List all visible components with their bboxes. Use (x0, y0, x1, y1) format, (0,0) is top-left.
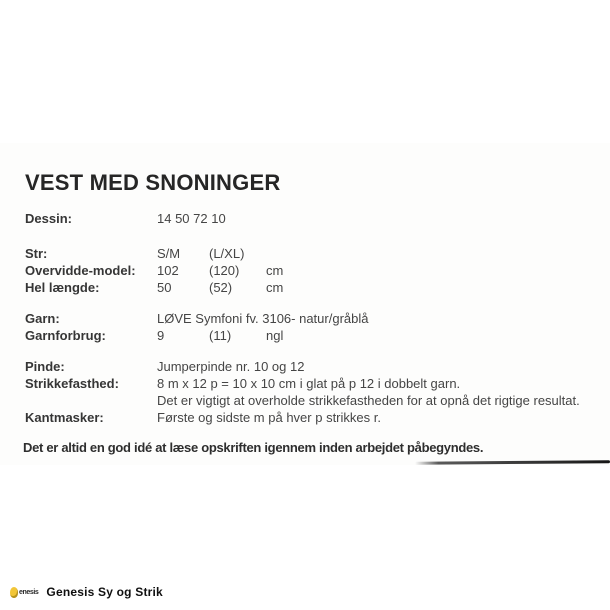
spec-unit: cm (266, 263, 284, 278)
spec-value: 102 (157, 263, 179, 278)
footer (10, 585, 163, 599)
spec-row-strikkefasthed (25, 376, 602, 392)
spec-value: (52) (209, 280, 233, 295)
spec-row-hel-laengde (25, 280, 602, 296)
spec-value: (11) (209, 328, 232, 343)
spec-row-strikkefasthed-note (25, 393, 602, 409)
spec-label: Overvidde-model: (25, 263, 136, 278)
spec-value: Første og sidste m på hver p strikkes r. (157, 410, 381, 425)
spec-value: 50 (157, 280, 172, 295)
spec-label: Str: (25, 246, 48, 261)
spec-row-pinde (25, 359, 602, 375)
footer-brand-name: Genesis Sy og Strik (46, 585, 163, 599)
spec-row-garnforbrug (25, 328, 602, 344)
spec-value: LØVE Symfoni fv. 3106- natur/gråblå (157, 311, 369, 326)
spec-label: Strikkefasthed: (25, 376, 119, 391)
spec-label: Pinde: (25, 359, 65, 374)
spec-unit: ngl (266, 328, 284, 343)
spec-label: Garn: (25, 311, 60, 326)
spec-value: 8 m x 12 p = 10 x 10 cm i glat på p 12 i dobbelt garn. (157, 376, 461, 391)
spec-unit: cm (266, 280, 284, 295)
pattern-title: VEST MED SNONINGER (25, 170, 281, 195)
spec-value: 9 (157, 328, 165, 343)
spec-label: Kantmasker: (25, 410, 104, 425)
spec-value: S/M (157, 246, 181, 261)
spec-row-garn (25, 311, 602, 327)
spec-value: (L/XL) (209, 246, 245, 261)
genesis-logo (10, 587, 38, 598)
spec-label: Dessin: (25, 211, 72, 226)
spec-row-overvidde (25, 263, 602, 279)
spec-row-str (25, 246, 602, 262)
spec-row-kantmasker (25, 410, 602, 426)
genesis-logo-text: enesis (19, 588, 39, 596)
spec-label: Garnforbrug: (25, 328, 106, 343)
spec-value: Det er vigtigt at overholde strikkefastheden for at opnå det rigtige resultat. (157, 393, 580, 408)
spec-value: Jumperpinde nr. 10 og 12 (157, 359, 305, 374)
spec-value: 14 50 72 10 (157, 211, 226, 226)
spec-label: Hel længde: (25, 280, 100, 295)
advice-note: Det er altid en god idé at læse opskriften igennem inden arbejdet påbegyndes. (23, 440, 484, 455)
spec-row-dessin (25, 211, 602, 227)
genesis-logo-bulb-icon (10, 587, 18, 598)
spec-value: (120) (209, 263, 240, 278)
